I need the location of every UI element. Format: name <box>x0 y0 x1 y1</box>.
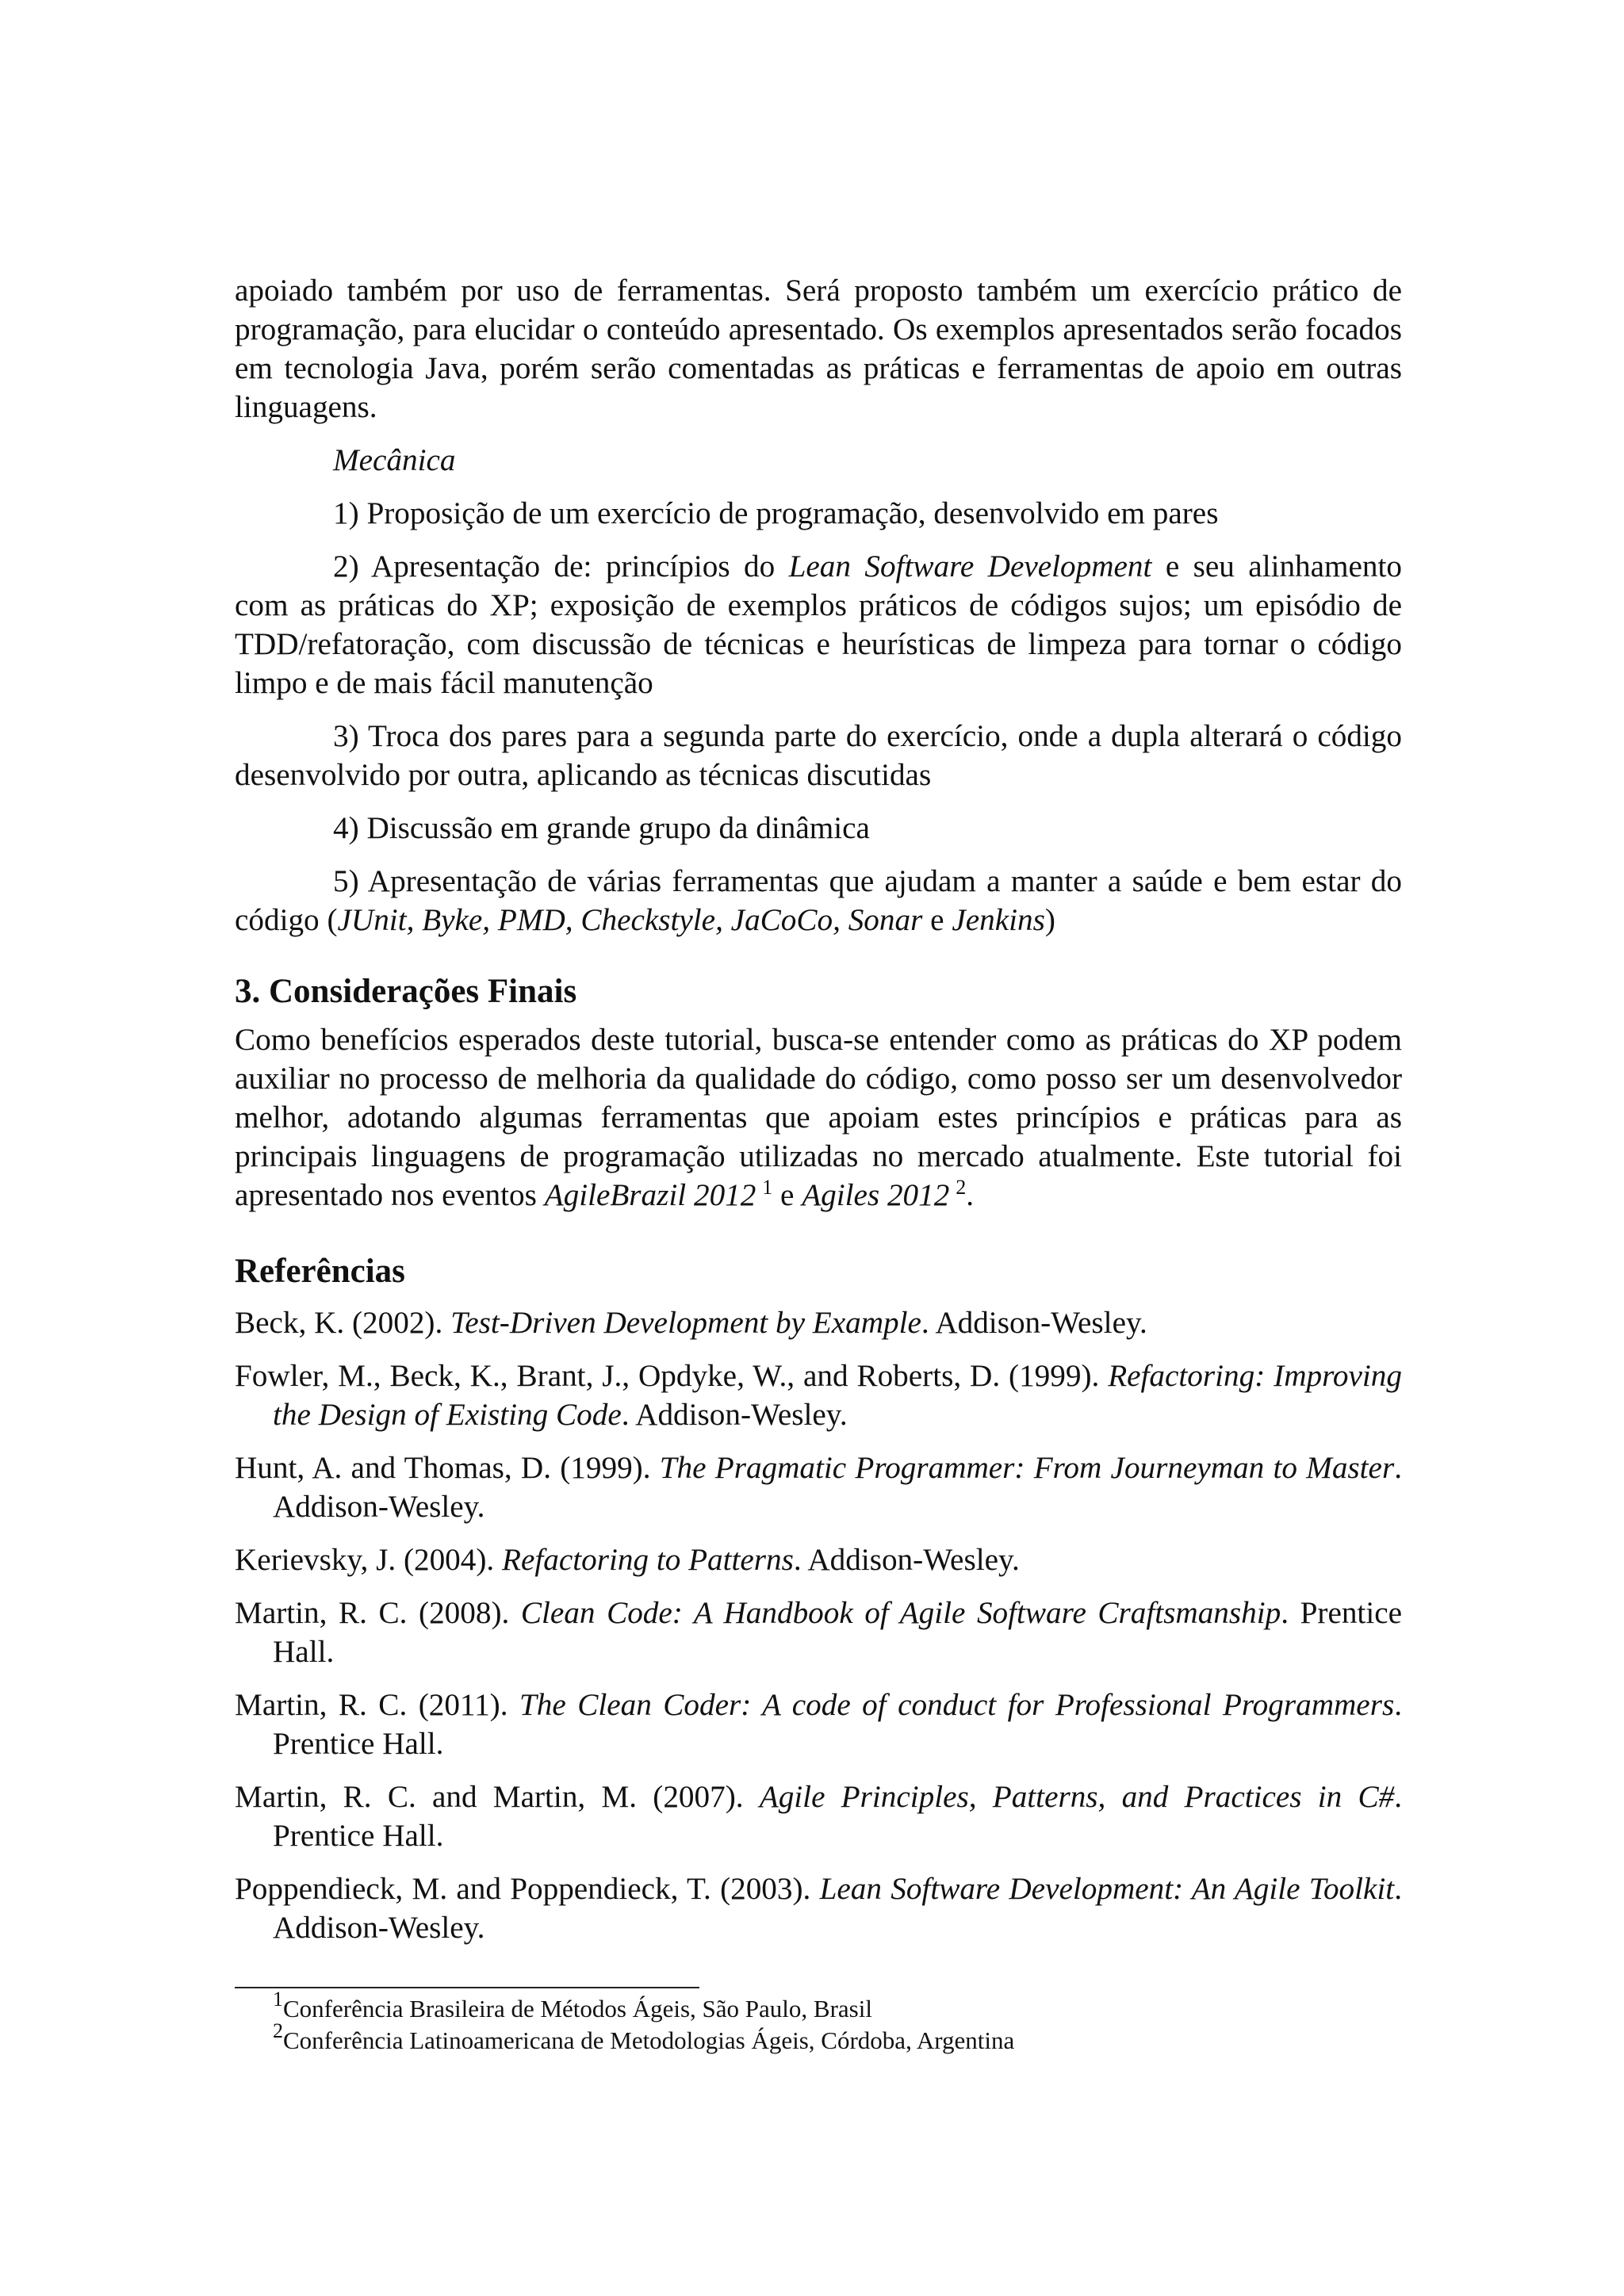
reference-item <box>235 1540 1402 1579</box>
mecanica-item-4: 4) Discussão em grande grupo da dinâmica <box>333 811 870 845</box>
references-title: Referências <box>235 1253 405 1290</box>
footnote-divider <box>235 1987 699 1988</box>
footnote-text: Conferência Brasileira de Métodos Ágeis, São Paulo, Brasil <box>283 1995 872 2022</box>
reference-title: The Pragmatic Programmer: From Journeyman to Master <box>659 1451 1395 1485</box>
reference-publisher: . Addison-Wesley. <box>793 1543 1020 1577</box>
reference-title: Refactoring to Patterns <box>502 1543 794 1577</box>
footnote-number: 2 <box>273 2019 283 2042</box>
reference-item <box>235 1777 1402 1855</box>
reference-authors: Poppendieck, M. and Poppendieck, T. (2003). <box>235 1872 820 1906</box>
footnote-1 <box>235 1988 1402 2025</box>
section-3-paragraph <box>235 1020 1402 1215</box>
reference-title: Agile Principles, Patterns, and Practices in C# <box>759 1780 1395 1814</box>
mecanica-item-2 <box>235 547 1402 702</box>
section-3-title: 3. Considerações Finais <box>235 973 577 1010</box>
reference-publisher: . Addison-Wesley. <box>273 1451 1402 1524</box>
item-2-emphasis: Lean Software Development <box>788 549 1152 584</box>
footnote-mark-2[interactable]: 2 <box>956 1176 967 1199</box>
reference-authors: Martin, R. C. (2011). <box>235 1688 519 1722</box>
reference-item <box>235 1448 1402 1526</box>
item-5-and: e <box>922 903 952 937</box>
reference-title: The Clean Coder: A code of conduct for Professional Programmers <box>519 1688 1395 1722</box>
intro-paragraph: apoiado também por uso de ferramentas. Será proposto também um exercício prático de programação, para elucidar o conteúdo apresentado. Os exemplos apresentados serão focados em tecnologia Java, porém serão comentadas as práticas e ferramentas de apoio em outras linguagens. <box>235 274 1402 424</box>
reference-item <box>235 1303 1402 1342</box>
footnotes <box>235 1988 1402 2057</box>
section-3-text-a: Como benefícios esperados deste tutorial, busca-se entender como as práticas do XP podem auxiliar no processo de melhoria da qualidade do código, como posso ser um desenvolvedor melhor, adotando algumas ferramentas que apoiam estes princípios e práticas para as principais linguagens de programação utilizadas no mercado atualmente. Este tutorial foi apresentado nos eventos <box>235 1023 1402 1212</box>
reference-authors: Beck, K. (2002). <box>235 1306 451 1340</box>
reference-item <box>235 1869 1402 1947</box>
event-agiles: Agiles 2012 <box>802 1178 950 1212</box>
item-5-jenkins: Jenkins <box>952 903 1045 937</box>
document-page <box>235 271 1402 2057</box>
footnote-mark-1[interactable]: 1 <box>762 1176 773 1199</box>
reference-item <box>235 1357 1402 1434</box>
reference-publisher: . Addison-Wesley. <box>273 1872 1402 1945</box>
mecanica-item-5 <box>235 862 1402 939</box>
reference-title: Clean Code: A Handbook of Agile Software Craftsmanship <box>520 1596 1281 1630</box>
reference-authors: Martin, R. C. (2008). <box>235 1596 521 1630</box>
reference-title: Lean Software Development: An Agile Toolkit <box>819 1872 1395 1906</box>
reference-authors: Kerievsky, J. (2004). <box>235 1543 503 1577</box>
reference-authors: Martin, R. C. and Martin, M. (2007). <box>235 1780 760 1814</box>
mecanica-heading-text: Mecânica <box>333 443 456 477</box>
mecanica-heading <box>235 441 1402 480</box>
reference-publisher: . Prentice Hall. <box>273 1780 1402 1853</box>
reference-item <box>235 1594 1402 1671</box>
references-list <box>235 1303 1402 1947</box>
reference-publisher: . Addison-Wesley. <box>621 1398 848 1432</box>
section-3-and: e <box>772 1178 802 1212</box>
item-5-text-b: ) <box>1044 903 1055 937</box>
reference-authors: Fowler, M., Beck, K., Brant, J., Opdyke, W., and Roberts, D. (1999). <box>235 1359 1109 1393</box>
footnote-number: 1 <box>273 1988 283 2011</box>
section-3-end: . <box>966 1178 974 1212</box>
reference-title: Test-Driven Development by Example <box>450 1306 921 1340</box>
event-agilebrazil: AgileBrazil 2012 <box>544 1178 756 1212</box>
reference-authors: Hunt, A. and Thomas, D. (1999). <box>235 1451 660 1485</box>
reference-title: Refactoring: Improving the Design of Existing Code <box>273 1359 1402 1432</box>
item-5-tools: JUnit, Byke, PMD, Checkstyle, JaCoCo, Sonar <box>337 903 923 937</box>
item-5-text-a: 5) Apresentação de várias ferramentas que ajudam a manter a saúde e bem estar do código ( <box>235 864 1402 937</box>
item-2-text-b: e seu alinhamento com as práticas do XP; exposição de exemplos práticos de códigos sujos; um episódio de TDD/refatoração, com discussão de técnicas e heurísticas de limpeza para tornar o código limpo e de mais fácil manutenção <box>235 549 1402 700</box>
mecanica-item-3: 3) Troca dos pares para a segunda parte do exercício, onde a dupla alterará o código desenvolvido por outra, aplicando as técnicas discutidas <box>235 719 1402 792</box>
footnote-2 <box>235 2019 1402 2057</box>
footnote-text: Conferência Latinoamericana de Metodologias Ágeis, Córdoba, Argentina <box>283 2026 1015 2054</box>
reference-publisher: . Prentice Hall. <box>273 1688 1402 1761</box>
mecanica-item-1: 1) Proposição de um exercício de programação, desenvolvido em pares <box>333 496 1219 530</box>
reference-item <box>235 1686 1402 1763</box>
reference-publisher: . Addison-Wesley. <box>921 1306 1147 1340</box>
reference-publisher: . Prentice Hall. <box>273 1596 1402 1669</box>
item-2-text-a: 2) Apresentação de: princípios do <box>333 549 789 584</box>
